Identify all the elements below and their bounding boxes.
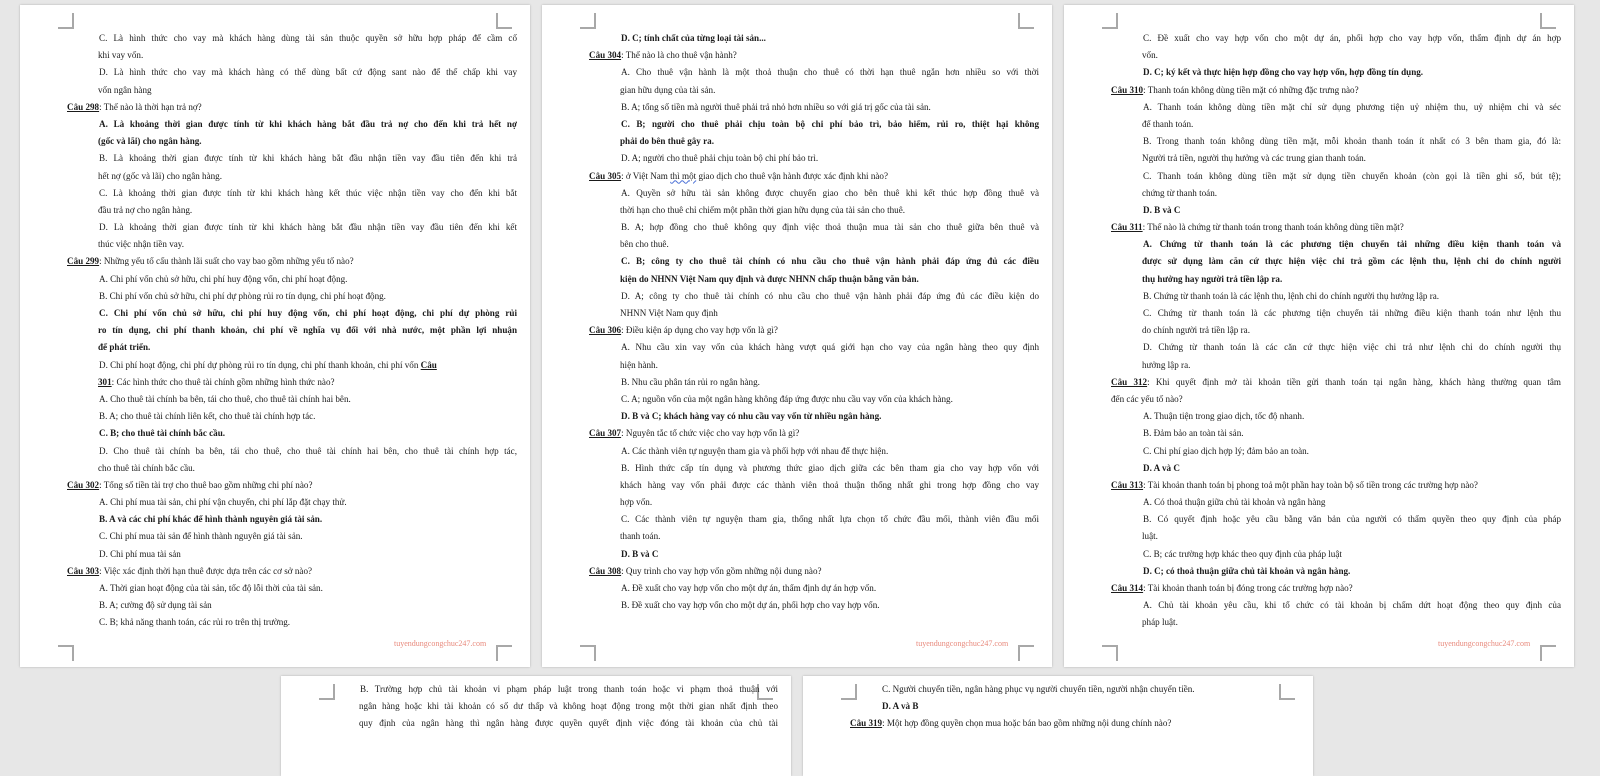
line-text: hết nợ (gốc và lãi) cho ngân hàng. xyxy=(98,170,222,181)
line-text: D. C; ký kết và thực hiện hợp đồng cho vay hợp vốn, hợp đồng tín dụng. xyxy=(1143,67,1424,78)
line-text: phải do bên thuê gây ra. xyxy=(620,136,714,147)
text-line xyxy=(589,494,1039,511)
line-text: hợp vốn. xyxy=(620,497,653,508)
page-corner-mark xyxy=(496,645,512,661)
question-line xyxy=(589,563,1039,580)
text-line xyxy=(589,357,1039,374)
line-text: B. Trong thanh toán không dùng tiền mặt, mỗi khoản thanh toán ít nhất có 3 bên tham gia, đó là: xyxy=(1143,136,1561,147)
line-text: C. Các thành viên tự nguyện tham gia, thống nhất lựa chọn tổ chức đầu mối, thành viên đầu mối xyxy=(621,514,1039,525)
line-text: D. Chứng từ thanh toán là các căn cứ thực hiện việc chi trả như lệnh chi do chính người thụ xyxy=(1143,342,1561,353)
page-text xyxy=(328,681,778,733)
line-text: D. Là hình thức cho vay mà khách hàng có thể dùng bất cứ động sant nào để thế chấp khi vay xyxy=(99,67,517,78)
line-text: C. Chi phí vốn chủ sở hữu, chi phí huy động vốn, chi phí hoạt động, chi phí dự phòng rủi xyxy=(99,308,517,318)
page-text xyxy=(67,30,517,632)
text-line xyxy=(589,528,1039,545)
text-line xyxy=(1111,185,1561,202)
line-text: : Khi quyết định mở tài khoản tiền gửi thanh toán tại ngân hàng, khách hàng thường quan tâm xyxy=(1147,376,1561,387)
line-text: A. Chứng từ thanh toán là các phương tiện chuyển tải những điều kiện thanh toán và xyxy=(1143,239,1561,250)
text-line xyxy=(589,546,1039,563)
line-text: B. A; hợp đồng cho thuê không quy định việc thoả thuận mua tài sản cho thuê giữa bên thuê và xyxy=(621,222,1039,233)
question-line xyxy=(1111,477,1561,494)
line-text: giao dịch cho thuê vận hành được xác định khi nào? xyxy=(696,170,888,181)
question-line xyxy=(67,253,517,270)
page-corner-mark xyxy=(1540,13,1556,29)
line-text: : Thế nào là chứng từ thanh toán trong thanh toán không dùng tiền mặt? xyxy=(1142,222,1404,233)
line-text: : Tổng số tiền tài trợ cho thuê bao gồm những chi phí nào? xyxy=(99,479,313,490)
line-text: : Một hợp đồng quyền chọn mua hoặc bán bao gồm những nội dung chính nào? xyxy=(882,718,1172,729)
line-text: A. Thời gian hoạt động của tài sản, tốc độ lỗi thời của tài sản. xyxy=(99,583,323,593)
line-text: C. B; các trường hợp khác theo quy định của pháp luật xyxy=(1143,548,1342,559)
text-line xyxy=(589,271,1039,288)
line-text: C. B; khả năng thanh toán, các rủi ro trên thị trường. xyxy=(99,617,291,628)
line-text: D. C; có thoả thuận giữa chủ tài khoản và ngân hàng. xyxy=(1143,565,1351,576)
text-line xyxy=(67,357,517,374)
text-line xyxy=(67,597,517,614)
line-text: khách hàng vay vốn phải được các thành viên thoả thuận thống nhất ghi trong hợp đồng cho vay xyxy=(620,479,1039,490)
page-corner-mark xyxy=(1102,13,1118,29)
line-text: C. Chi phí giao dịch hợp lý; đảm bảo an toàn. xyxy=(1143,445,1309,456)
question-number: Câu 314 xyxy=(1111,583,1144,593)
line-text: đầu trả nợ cho ngân hàng. xyxy=(98,204,193,215)
text-line xyxy=(1111,528,1561,545)
question-number: Câu 299 xyxy=(67,256,100,267)
text-line xyxy=(1111,168,1561,185)
text-line xyxy=(1111,494,1561,511)
text-line xyxy=(67,185,517,202)
text-line xyxy=(1111,391,1561,408)
line-text: D. A; người cho thuê phải chịu toàn bộ chi phí bảo trì. xyxy=(621,153,819,164)
line-text: : Tài khoản thanh toán bị phong toả một phần hay toàn bộ số tiền trong các trường hợp nào? xyxy=(1143,479,1478,490)
line-text: B. Có quyết định hoặc yêu cầu bằng văn bản của người có thẩm quyền theo quy định của pháp xyxy=(1143,514,1561,525)
text-line xyxy=(67,460,517,477)
question-number: Câu 305 xyxy=(589,170,622,181)
text-line xyxy=(1111,305,1561,322)
document-page-2 xyxy=(542,5,1052,667)
line-text: : Nguyên tắc tổ chức việc cho vay hợp vốn là gì? xyxy=(621,428,800,439)
text-line xyxy=(67,47,517,64)
question-line xyxy=(67,99,517,116)
text-line xyxy=(589,597,1039,614)
line-text: khi vay vốn. xyxy=(98,50,144,61)
line-text: thụ hưởng hay người trả tiền lập ra. xyxy=(1142,273,1283,284)
text-line xyxy=(67,219,517,236)
text-line xyxy=(1111,546,1561,563)
line-text: : Quy trình cho vay hợp vốn gồm những nội dung nào? xyxy=(621,565,822,576)
text-line xyxy=(1111,202,1561,219)
question-number: Câu 302 xyxy=(67,479,100,490)
line-text: C. Người chuyển tiền, ngân hàng phục vụ người chuyển tiền, người nhận chuyển tiền. xyxy=(882,684,1195,694)
text-line xyxy=(67,511,517,528)
text-line xyxy=(589,460,1039,477)
text-line xyxy=(589,82,1039,99)
line-text: NHNN Việt Nam quy định xyxy=(620,308,718,318)
line-text: do chính người trả tiền lập ra. xyxy=(1142,325,1250,336)
text-line xyxy=(1111,511,1561,528)
text-line xyxy=(67,150,517,167)
line-text: A. Thanh toán không dùng tiền mặt chỉ sử dụng phương tiện uỷ nhiệm thu, uỷ nhiệm chi và séc xyxy=(1143,101,1561,112)
line-text: thanh toán. xyxy=(620,531,661,542)
line-text: bên cho thuê. xyxy=(620,239,669,250)
question-line xyxy=(67,477,517,494)
line-text: chứng từ thanh toán. xyxy=(1142,187,1218,198)
text-line xyxy=(67,322,517,339)
page-corner-mark xyxy=(58,13,74,29)
text-line xyxy=(1111,425,1561,442)
text-line xyxy=(1111,64,1561,81)
text-line xyxy=(589,477,1039,494)
line-text: D. A và C xyxy=(1143,462,1180,473)
text-line xyxy=(67,64,517,81)
line-text: B. A; tổng số tiền mà người thuê phải trả nhỏ hơn nhiều so với giá trị gốc của tài sản. xyxy=(621,101,931,112)
line-text: B. Chi phí vốn chủ sở hữu, chi phí dự phòng rủi ro tín dụng, chi phí hoạt động. xyxy=(99,290,386,301)
line-text: C. B; người cho thuê phải chịu toàn bộ chi phí bảo trì, bảo hiểm, rủi ro, thiệt hại không xyxy=(621,118,1039,129)
text-line xyxy=(589,391,1039,408)
line-text: D. Cho thuê tài chính ba bên, tái cho thuê, cho thuê tài chính hai bên, cho thuê tài chính hợp tác, xyxy=(99,445,517,456)
text-line xyxy=(328,698,778,715)
text-line xyxy=(1111,339,1561,356)
text-line xyxy=(1111,597,1561,614)
text-line xyxy=(1111,116,1561,133)
text-line xyxy=(67,494,517,511)
page-footer-watermark: tuyendungcongchuc247.com xyxy=(394,639,487,648)
line-text: quy định của ngân hàng thì ngân hàng được quyền quyết định việc đóng tài khoản của chủ tài xyxy=(359,718,778,729)
text-line xyxy=(589,30,1039,47)
line-text: B. A; cường độ sử dụng tài sản xyxy=(99,600,212,611)
line-text: A. Cho thuê vận hành là một thoả thuận cho thuê có thời hạn thuê ngắn hơn nhiều so với thời xyxy=(621,67,1039,78)
page-text xyxy=(589,30,1039,614)
line-text: C. Chi phí mua tài sản để hình thành nguyên giá tài sản. xyxy=(99,531,303,542)
question-line xyxy=(1111,219,1561,236)
line-text: A. Đề xuất cho vay hợp vốn cho một dự án, thẩm định dự án hợp vốn. xyxy=(621,583,877,593)
text-line xyxy=(589,374,1039,391)
question-line xyxy=(67,563,517,580)
page-text xyxy=(850,681,1300,733)
question-number: Câu 298 xyxy=(67,101,100,112)
text-line xyxy=(1111,563,1561,580)
line-text: D. Là khoảng thời gian được tính từ khi khách hàng bắt đầu nhận tiền vay đầu tiên đến khi kết xyxy=(99,222,517,233)
line-text: : Các hình thức cho thuê tài chính gồm những hình thức nào? xyxy=(111,376,335,387)
line-text: : ở Việt Nam xyxy=(621,170,671,181)
line-text: A. Các thành viên tự nguyện tham gia và phối hợp với nhau để thực hiện. xyxy=(621,445,889,456)
line-text: để phát triển. xyxy=(98,342,151,353)
line-text: vốn ngân hàng xyxy=(98,84,152,95)
line-text: A. Cho thuê tài chính ba bên, tái cho thuê, cho thuê tài chính hai bên. xyxy=(99,393,351,404)
question-number: Câu 313 xyxy=(1111,479,1144,490)
text-line xyxy=(850,698,1300,715)
document-page-1 xyxy=(20,5,530,667)
text-line xyxy=(1111,150,1561,167)
line-text: đến các yếu tố nào? xyxy=(1111,393,1183,404)
line-text: kiện do NHNN Việt Nam quy định và được NHNN chấp thuận bằng văn bản. xyxy=(620,273,919,284)
question-number: Câu 306 xyxy=(589,325,622,336)
line-text: B. Nhu cầu phân tán rủi ro ngân hàng. xyxy=(621,376,760,387)
page-corner-mark xyxy=(496,13,512,29)
text-line xyxy=(589,305,1039,322)
line-text: B. Chứng từ thanh toán là các lệnh thu, lệnh chi do chính người thụ hưởng lập ra. xyxy=(1143,290,1440,301)
question-number: Câu 303 xyxy=(67,565,100,576)
line-text: : Điều kiện áp dụng cho vay hợp vốn là gì? xyxy=(621,325,778,336)
line-text: để thanh toán. xyxy=(1142,118,1194,129)
line-text: D. C; tính chất của từng loại tài sản... xyxy=(621,33,766,43)
text-line xyxy=(67,614,517,631)
line-text: D. Chi phí hoạt động, chi phí dự phòng rủi ro tín dụng, chi phí thanh khoản, chi phí vốn xyxy=(99,359,421,370)
question-number: Câu 311 xyxy=(1111,222,1143,233)
line-text: A. Có thoả thuận giữa chủ tài khoản và ngân hàng xyxy=(1143,497,1326,508)
question-number: Câu 310 xyxy=(1111,84,1144,95)
text-line xyxy=(67,305,517,322)
page-footer-watermark: tuyendungcongchuc247.com xyxy=(1438,639,1531,648)
line-text: B. Đề xuất cho vay hợp vốn cho một dự án, phối hợp cho vay hợp vốn. xyxy=(621,600,880,611)
line-text: hiện hành. xyxy=(620,359,658,370)
text-line xyxy=(589,511,1039,528)
text-line xyxy=(67,546,517,563)
question-number: Câu 319 xyxy=(850,718,883,729)
text-line xyxy=(850,681,1300,698)
text-line xyxy=(589,253,1039,270)
line-text: C. Thanh toán không dùng tiền mặt sử dụng tiền chuyển khoản (còn gọi là tiền ghi số, bút tệ); xyxy=(1143,170,1561,181)
line-text: : Những yếu tố cấu thành lãi suất cho vay bao gồm những yếu tố nào? xyxy=(99,256,354,267)
question-line xyxy=(1111,580,1561,597)
line-text: B. Đảm bảo an toàn tài sản. xyxy=(1143,428,1244,439)
text-line xyxy=(589,236,1039,253)
line-text: A. Quyền sở hữu tài sản không được chuyển giao cho bên thuê khi kết thúc hợp đồng thuê và xyxy=(621,187,1039,198)
line-text: D. Chi phí mua tài sản xyxy=(99,548,181,559)
line-text: D. B và C xyxy=(621,548,659,559)
line-text: A. Nhu cầu xin vay vốn của khách hàng vượt quá giới hạn cho vay của ngân hàng theo quy định xyxy=(621,342,1039,353)
line-text: ngân hàng hoặc khi tài khoản có số dư thấp và không hoạt động trong một thời gian nhất định theo xyxy=(359,701,778,712)
text-line xyxy=(589,408,1039,425)
page-text xyxy=(1111,30,1561,632)
text-line xyxy=(1111,357,1561,374)
question-line xyxy=(67,374,517,391)
text-line xyxy=(67,30,517,47)
line-text: luật. xyxy=(1142,531,1158,542)
question-line xyxy=(589,322,1039,339)
line-text: D. A; công ty cho thuê tài chính có nhu cầu cho thuê vận hành phải đáp ứng đủ các điều kiện do xyxy=(621,290,1039,301)
text-line xyxy=(1111,99,1561,116)
text-line xyxy=(67,408,517,425)
line-text: ro tín dụng, chi phí thanh khoản, chi phí về nghĩa vụ đối với nhà nước, một phần lợi nhuận xyxy=(98,325,517,336)
line-text: thời hạn cho thuê chỉ chiếm một phần thời gian hữu dụng của tài sản cho thuê. xyxy=(620,204,906,215)
line-text: B. Trường hợp chủ tài khoản vi phạm pháp luật trong thanh toán hoặc vi phạm thoả thuận với xyxy=(360,684,778,694)
question-number: Câu 308 xyxy=(589,565,622,576)
line-text: : Thế nào là thời hạn trả nợ? xyxy=(99,101,202,112)
text-line xyxy=(67,425,517,442)
text-line xyxy=(328,681,778,698)
question-line xyxy=(850,715,1300,732)
text-line xyxy=(1111,408,1561,425)
text-line xyxy=(67,288,517,305)
page-corner-mark xyxy=(58,645,74,661)
text-line xyxy=(67,528,517,545)
document-page-5 xyxy=(803,676,1313,776)
text-line xyxy=(1111,271,1561,288)
line-text: : Thế nào là cho thuê vận hành? xyxy=(621,50,737,61)
line-text: C. B; cho thuê tài chính bắc cầu. xyxy=(99,428,226,439)
text-line xyxy=(589,288,1039,305)
page-footer-watermark: tuyendungcongchuc247.com xyxy=(916,639,1009,648)
line-text: C. Là khoảng thời gian được tính từ khi khách hàng kết thúc việc nhận tiền vay cho đến khi bắt xyxy=(99,187,517,198)
line-text: được sử dụng làm căn cứ thực hiện việc chi trả gồm các lệnh thu, lệnh chi do chính người xyxy=(1142,256,1561,267)
spellcheck-flagged-text: thì một xyxy=(670,170,697,181)
page-corner-mark xyxy=(580,13,596,29)
text-line xyxy=(1111,253,1561,270)
question-number: Câu xyxy=(420,359,437,370)
line-text: C. B; công ty cho thuê tài chính có nhu cầu cho thuê vận hành phải đáp ứng đủ các điều xyxy=(621,256,1039,267)
line-text: B. Là khoảng thời gian được tính từ khi khách hàng bắt đầu nhận tiền vay đầu tiên đến khi trả xyxy=(99,153,517,164)
line-text: B. Hình thức cấp tín dụng và phương thức giao dịch giữa các bên tham gia cho vay hợp vốn với xyxy=(621,462,1039,473)
line-text: C. Là hình thức cho vay mà khách hàng dùng tài sản thuộc quyền sở hữu hợp pháp để cầm cố xyxy=(99,33,517,43)
line-text: D. B và C; khách hàng vay có nhu cầu vay vốn từ nhiều ngân hàng. xyxy=(621,411,882,422)
line-text: B. A; cho thuê tài chính liên kết, cho thuê tài chính hợp tác. xyxy=(99,411,316,422)
line-text: A. Chủ tài khoản yêu cầu, khi tổ chức có tài khoản bị chấm dứt hoạt động theo quy định của xyxy=(1143,600,1561,611)
text-line xyxy=(328,715,778,732)
question-line xyxy=(589,168,1039,185)
text-line xyxy=(1111,322,1561,339)
line-text: thúc việc nhận tiền vay. xyxy=(98,239,185,250)
question-line xyxy=(1111,374,1561,391)
line-text: D. A và B xyxy=(882,701,919,712)
text-line xyxy=(1111,133,1561,150)
question-number: 301 xyxy=(98,376,112,387)
text-line xyxy=(1111,30,1561,47)
page-corner-mark xyxy=(580,645,596,661)
text-line xyxy=(67,391,517,408)
line-text: A. Là khoảng thời gian được tính từ khi khách hàng bắt đầu trả nợ cho đến khi trả hết nợ xyxy=(99,118,517,129)
text-line xyxy=(1111,460,1561,477)
line-text: D. B và C xyxy=(1143,204,1181,215)
text-line xyxy=(67,82,517,99)
question-line xyxy=(589,425,1039,442)
text-line xyxy=(1111,443,1561,460)
text-line xyxy=(589,219,1039,236)
text-line xyxy=(67,236,517,253)
text-line xyxy=(589,202,1039,219)
text-line xyxy=(1111,288,1561,305)
text-line xyxy=(589,339,1039,356)
text-line xyxy=(589,116,1039,133)
line-text: A. Chi phí vốn chủ sở hữu, chi phí huy động vốn, chi phí hoạt động. xyxy=(99,273,348,284)
line-text: vốn. xyxy=(1142,50,1158,61)
text-line xyxy=(589,185,1039,202)
text-line xyxy=(67,580,517,597)
question-number: Câu 304 xyxy=(589,50,622,61)
text-line xyxy=(589,64,1039,81)
text-line xyxy=(589,99,1039,116)
question-line xyxy=(589,47,1039,64)
question-number: Câu 307 xyxy=(589,428,622,439)
line-text: pháp luật. xyxy=(1142,617,1178,628)
line-text: C. Chứng từ thanh toán là các phương tiện chuyển tải những điều kiện thanh toán như lệnh thu xyxy=(1143,308,1561,318)
text-line xyxy=(1111,614,1561,631)
text-line xyxy=(67,116,517,133)
line-text: cho thuê tài chính bắc cầu. xyxy=(98,462,195,473)
line-text: A. Thuận tiện trong giao dịch, tốc độ nhanh. xyxy=(1143,411,1305,422)
document-page-3 xyxy=(1064,5,1574,667)
text-line xyxy=(589,133,1039,150)
question-number: Câu 312 xyxy=(1111,376,1148,387)
text-line xyxy=(67,339,517,356)
page-corner-mark xyxy=(1540,645,1556,661)
line-text: A. Chi phí mua tài sản, chi phí vận chuyển, chi phí lắp đặt chạy thử. xyxy=(99,497,347,508)
page-corner-mark xyxy=(1018,645,1034,661)
line-text: B. A và các chi phí khác để hình thành nguyên giá tài sản. xyxy=(99,514,323,525)
page-corner-mark xyxy=(1018,13,1034,29)
text-line xyxy=(67,202,517,219)
line-text: hưởng lập ra. xyxy=(1142,359,1191,370)
text-line xyxy=(67,133,517,150)
text-line xyxy=(67,443,517,460)
line-text: C. A; nguồn vốn của một ngân hàng không đáp ứng được nhu cầu vay vốn của khách hàng. xyxy=(621,393,953,404)
text-line xyxy=(1111,236,1561,253)
text-line xyxy=(589,443,1039,460)
text-line xyxy=(589,580,1039,597)
text-line xyxy=(1111,47,1561,64)
page-corner-mark xyxy=(1102,645,1118,661)
line-text: Người trả tiền, người thụ hưởng và các trung gian thanh toán. xyxy=(1142,153,1366,164)
question-line xyxy=(1111,82,1561,99)
line-text: : Thanh toán không dùng tiền mặt có những đặc trưng nào? xyxy=(1143,84,1359,95)
line-text: C. Đề xuất cho vay hợp vốn cho một dự án, phối hợp cho vay hợp vốn, thẩm định dự án hợp xyxy=(1143,33,1561,43)
line-text: (gốc và lãi) cho ngân hàng. xyxy=(98,136,202,147)
line-text: : Tài khoản thanh toán bị đóng trong các trường hợp nào? xyxy=(1143,583,1353,593)
line-text: : Việc xác định thời hạn thuê được dựa trên các cơ sở nào? xyxy=(99,565,313,576)
text-line xyxy=(589,150,1039,167)
line-text: gian hữu dụng của tài sản. xyxy=(620,84,716,95)
text-line xyxy=(67,271,517,288)
text-line xyxy=(67,168,517,185)
document-page-4 xyxy=(281,676,791,776)
